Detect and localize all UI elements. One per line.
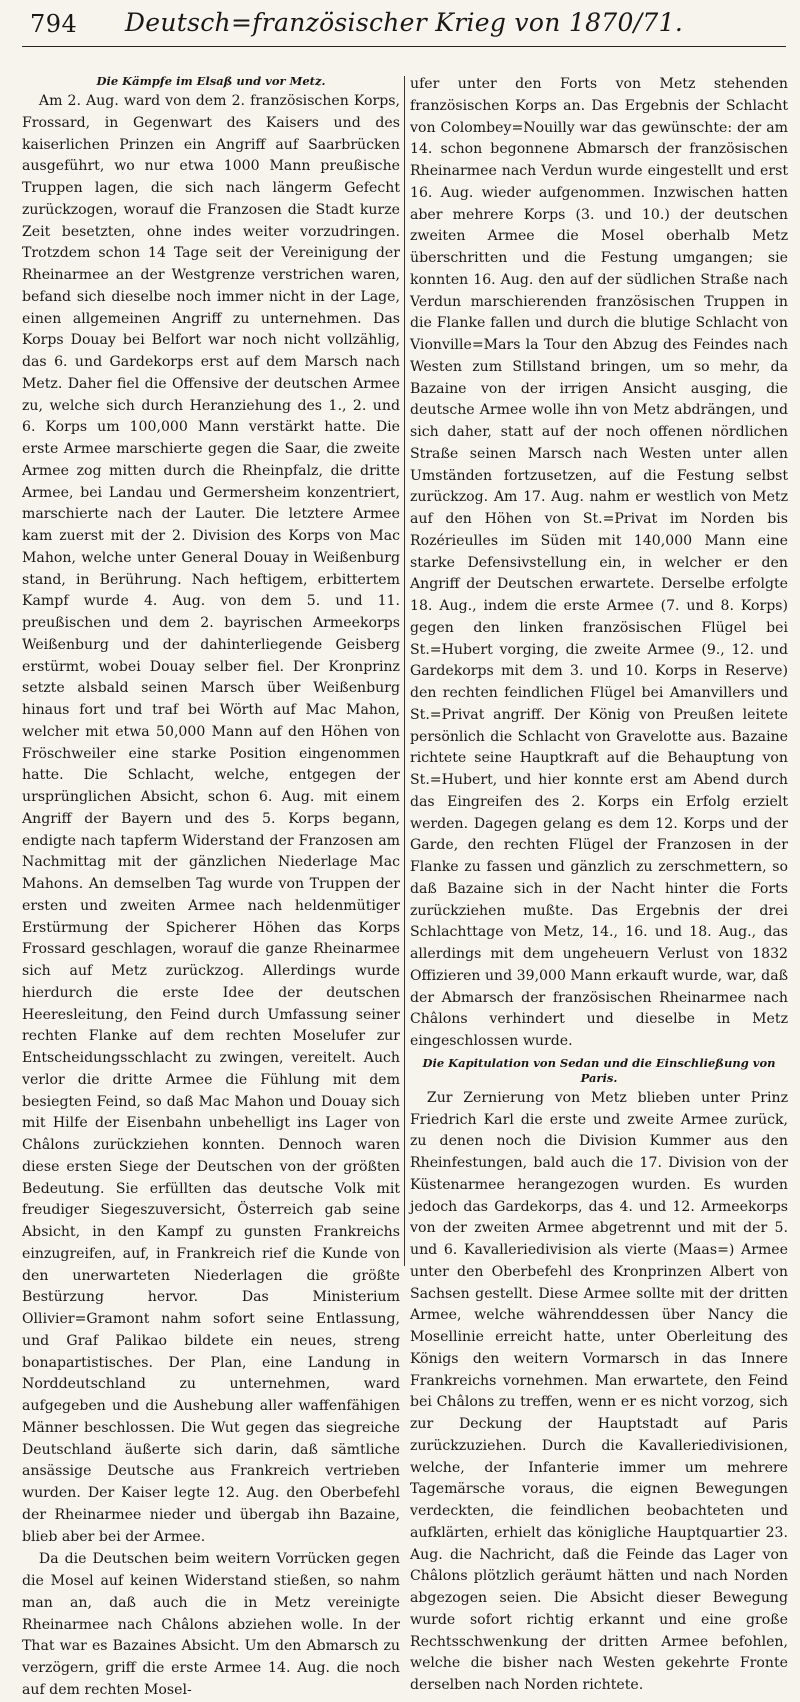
paragraph: Da die Deutschen beim weitern Vorrücken gegen die Mosel auf keinen Widerstand stießen, so nahm man an, daß auch die in Metz vereinigte Rheinarmee nach Châlons abziehen wolle. In der That war es Bazaines Absicht. Um den Abmarsch zu verzögern, griff die erste Armee 14. Aug. die noch auf dem rechten Mosel- (22, 1551, 400, 1698)
paragraph: Am 2. Aug. ward von dem 2. französischen Korps, Frossard, in Gegenwart des Kaisers und des kaiserlichen Prinzen ein Angriff auf Saarbrücken ausgeführt, wo nur etwa 1000 Mann preußische Truppen lagen, die sich nach längerm Gefecht zurückzogen, worauf die Franzosen die Stadt kurze Zeit besetzten, ohne indes weiter vorzudringen. Trotzdem schon 14 Tage seit der Vereinigung der Rheinarmee an der Westgrenze verstrichen waren, befand sich dieselbe noch immer nicht in der Lage, einen allgemeinen Angriff zu unternehmen. Das Korps Douay bei Belfort war noch nicht vollzählig, das 6. und Gardekorps erst auf dem Marsch nach Metz. Daher fiel die Offensive der deutschen Armee zu, welche sich durch Heranziehung des 1., 2. und 6. Korps um 100,000 Mann verstärkt hatte. Die erste Armee marschierte gegen die Saar, die zweite Armee zog mitten durch die Rheinpfalz, die dritte Armee, bei Landau und Germersheim konzentriert, marschierte nach der Lauter. Die letztere Armee kam zuerst mit der 2. Division des Korps von Mac Mahon, welche unter General Douay in Weißenburg stand, in Berührung. Nach heftigem, erbittertem Kampf wurde 4. Aug. von dem 5. und 11. preußischen und dem 2. bayrischen Armeekorps Weißenburg und der dahinterliegende Geisberg erstürmt, wobei Douay selber fiel. Der Kronprinz setzte alsbald seinen Marsch über Weißenburg hinaus fort und traf bei Wörth auf Mac Mahon, welcher mit etwa 50,000 Mann auf den Höhen von Fröschweiler eine starke Position eingenommen hatte. Die Schlacht, welche, entgegen der ursprünglichen Absicht, schon 6. Aug. mit einem Angriff der Bayern und des 5. Korps begann, endigte nach tapferm Widerstand der Franzosen am Nachmittag mit der gänzlichen Niederlage Mac Mahons. An demselben Tag wurde von Truppen der ersten und zweiten Armee nach heldenmütiger Erstürmung der Spicherer Höhen das Korps Frossard geschlagen, worauf die ganze Rheinarmee sich auf Metz zurückzog. Allerdings wurde hierdurch die erste Idee der deutschen Heeresleitung, den Feind durch Umfassung seiner rechten Flanke auf dem rechten Moselufer zur Entscheidungsschlacht zu zwingen, vereitelt. Auch verlor die dritte Armee die Fühlung mit dem besiegten Feind, so daß Mac Mahon und Douay sich mit Hilfe der Eisenbahn unbehelligt ins Lager von Châlons zurückziehen konnten. Dennoch waren diese ersten Siege der Deutschen von der größten Bedeutung. Sie erfüllten das deutsche Volk mit freudiger Siegeszuversicht, Österreich gab seine Absicht, in den Kampf zu gunsten Frankreichs einzugreifen, auf, in Frankreich rief die Kunde von den unerwarteten Niederlagen die größte Bestürzung hervor. Das Ministerium Ollivier=Gramont nahm sofort seine Entlassung, und Graf Palikao bildete ein neues, streng bonapartistisches. Der Plan, eine Landung in Norddeutschland zu unternehmen, ward aufgegeben und die Aushebung aller waffenfähigen Männer beschlossen. Die Wut gegen das siegreiche Deutschland äußerte sich darin, daß sämtliche ansässige Deutsche aus Frankreich vertrieben wurden. Der Kaiser legte 12. Aug. den Oberbefehl der Rheinarmee nieder und übergab ihn Bazaine, blieb aber bei der Armee. (22, 93, 400, 1545)
page-number: 794 (30, 10, 78, 38)
right-column (410, 74, 789, 1693)
column-divider (404, 76, 405, 1266)
running-title: Deutsch=französischer Krieg von 1870/71. (124, 8, 684, 37)
section-heading-sedan-paris: Die Kapitulation von Sedan und die Einschließung von Paris. (422, 1055, 776, 1085)
paragraph: Zur Zernierung von Metz blieben unter Prinz Friedrich Karl die erste und zweite Armee zurück, zu denen noch die Division Kummer aus den Rheinfestungen, bald auch die 17. Division von der Küstenarmee herangezogen wurden. Es wurden jedoch das Gardekorps, das 4. und 12. Armeekorps von der zweiten Armee abgetrennt und mit der 5. und 6. Kavalleriedivision als vierte (Maas=) Armee unter den Oberbefehl des Kronprinzen Albert von Sachsen gestellt. Diese Armee sollte mit der dritten Armee, welche währenddessen über Nancy die Mosellinie erreicht hatte, unter Oberleitung des Königs den weitern Vormarsch in das Innere Frankreichs vornehmen. Man erwartete, den Feind bei Châlons zu treffen, wenn er es nicht vorzog, sich zur Deckung der Hauptstadt auf Paris zurückzuziehen. Durch die Kavalleriedivisionen, welche, der Infanterie immer um mehrere Tagemärsche voraus, die eignen Bewegungen verdeckten, die feindlichen beobachteten und aufklärten, erhielt das königliche Hauptquartier 23. Aug. die Nachricht, daß die Feinde das Lager von Châlons plötzlich geräumt hätten und nach Norden abgezogen seien. Die Absicht dieser Bewegung wurde sofort richtig erkannt und eine große Rechtsschwenkung der dritten Armee befohlen, welche die bisher nach Westen gekehrte Fronte derselben nach Norden richtete. (410, 1089, 788, 1693)
paragraph: ufer unter den Forts von Metz stehenden französischen Korps an. Das Ergebnis der Schlacht von Colombey=Nouilly war das gewünschte: der am 14. schon begonnene Abmarsch der französischen Rheinarmee nach Verdun wurde eingestellt und erst 16. Aug. wieder aufgenommen. Inzwischen hatten aber mehrere Korps (3. und 10.) der deutschen zweiten Armee die Mosel oberhalb Metz überschritten und die Festung umgangen; sie konnten 16. Aug. den auf der südlichen Straße nach Verdun marschierenden französischen Truppen in die Flanke fallen und durch die blutige Schlacht von Vionville=Mars la Tour den Abzug des Feindes nach Westen zum Stillstand bringen, um so mehr, da Bazaine von der irrigen Ansicht ausging, die deutsche Armee wolle ihn von Metz abdrängen, und sich daher, statt auf der noch offenen nördlichen Straße seinen Marsch nach Westen unter allen Umständen fortzusetzen, auf die Festung selbst zurückzog. Am 17. Aug. nahm er westlich von Metz auf den Höhen von St.=Privat im Norden bis Rozérieulles im Süden mit 140,000 Mann eine starke Defensivstellung ein, in welcher er den Angriff der Deutschen erwartete. Derselbe erfolgte 18. Aug., indem die erste Armee (7. und 8. Korps) gegen den linken französischen Flügel bei St.=Hubert vorging, die zweite Armee (9., 12. und Gardekorps mit dem 3. und 10. Korps in Reserve) den rechten feindlichen Flügel bei Amanvillers und St.=Privat angriff. Der König von Preußen leitete persönlich die Schlacht von Gravelotte aus. Bazaine richtete seine Hauptkraft auf die Behauptung von St.=Hubert, und hier konnte erst am Abend durch das Eingreifen des 2. Korps ein Erfolg erzielt werden. Dagegen gelang es dem 12. Korps und der Garde, den rechten Flügel der Franzosen in der Flanke zu fassen und gänzlich zu zerschmettern, so daß Bazaine sich in der Nacht hinter die Forts zurückziehen mußte. Das Ergebnis der drei Schlachttage von Metz, 14., 16. und 18. Aug., das allerdings mit dem ungeheuern Verlust von 1832 Offizieren und 39,000 Mann erkauft wurde, war, daß der Abmarsch der französischen Rheinarmee nach Châlons verhindert und dieselbe in Metz eingeschlossen wurde. (410, 76, 789, 1049)
page-header (22, 8, 786, 47)
section-heading-elsass-metz: Die Kämpfe im Elsaß und vor Metz. (96, 74, 326, 88)
left-column (22, 74, 400, 1698)
text-columns (22, 74, 789, 1698)
